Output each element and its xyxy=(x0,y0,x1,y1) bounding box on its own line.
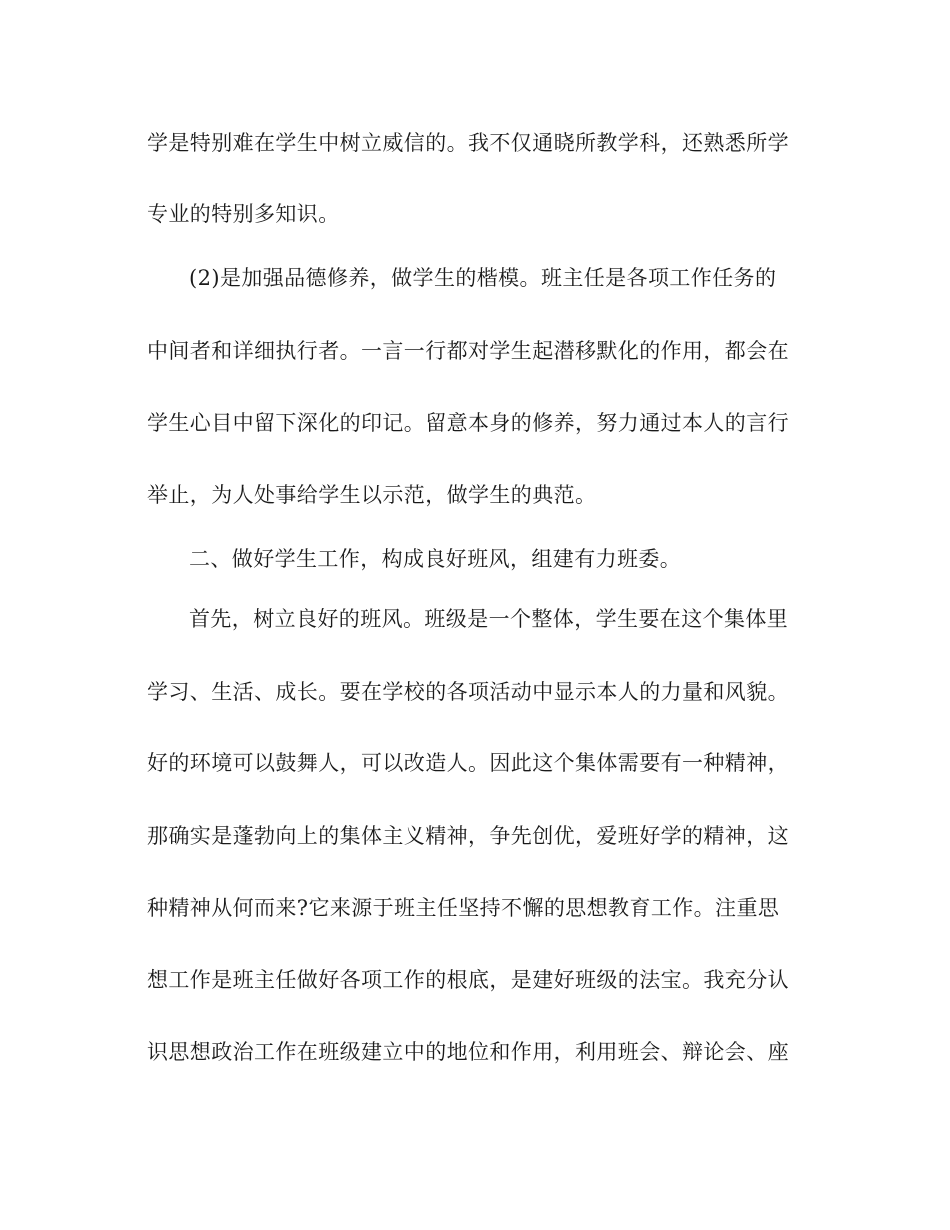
text-line: 举止，为人处事给学生以示范，做学生的典范。 xyxy=(147,483,597,507)
text-line: 学是特别难在学生中树立威信的。我不仅通晓所教学科，还熟悉所学 xyxy=(147,131,789,155)
text-line: 首先，树立良好的班风。班级是一个整体，学生要在这个集体里 xyxy=(189,607,789,631)
text-line: 种精神从何而来?它来源于班主任坚持不懈的思想教育工作。注重思 xyxy=(147,896,780,920)
text-line: 二、做好学生工作，构成良好班风，组建有力班委。 xyxy=(189,547,682,571)
text-line: 想工作是班主任做好各项工作的根底，是建好班级的法宝。我充分认 xyxy=(147,968,789,992)
text-line: 那确实是蓬勃向上的集体主义精神，争先创优，爱班好学的精神，这 xyxy=(147,824,789,848)
text-line: 学习、生活、成长。要在学校的各项活动中显示本人的力量和风貌。 xyxy=(147,680,789,704)
text-line: 专业的特别多知识。 xyxy=(147,202,340,226)
text-line: 学生心目中留下深化的印记。留意本身的修养，努力通过本人的言行 xyxy=(147,411,789,435)
text-line: 中间者和详细执行者。一言一行都对学生起潜移默化的作用，都会在 xyxy=(147,339,789,363)
text-line: 识思想政治工作在班级建立中的地位和作用，利用班会、辩论会、座 xyxy=(147,1040,789,1064)
text-line: (2)是加强品德修养，做学生的楷模。班主任是各项工作任务的 xyxy=(189,266,777,290)
text-line: 好的环境可以鼓舞人，可以改造人。因此这个集体需要有一种精神， xyxy=(147,751,789,775)
